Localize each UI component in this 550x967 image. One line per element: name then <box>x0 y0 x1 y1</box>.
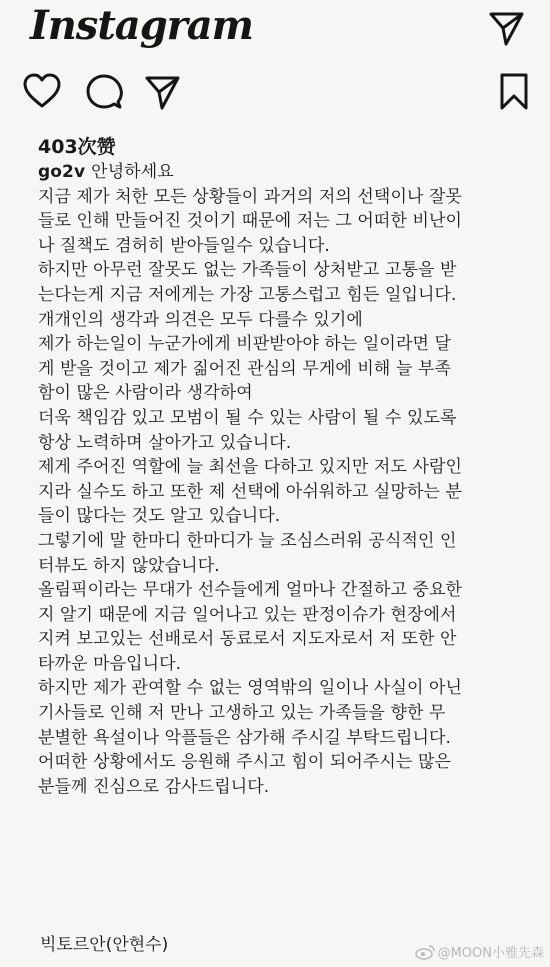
caption-line: 지금 제가 처한 모든 상황들이 과거의 저의 선택이나 잘못 <box>38 186 463 207</box>
post-caption <box>38 160 538 799</box>
caption-line: 함이 많은 사람이라 생각하여 <box>38 383 253 404</box>
username[interactable]: go2v <box>38 162 86 182</box>
caption-first-line <box>38 160 538 185</box>
paper-plane-icon[interactable] <box>484 6 528 50</box>
caption-line: 지 알기 때문에 지금 일어나고 있는 판정이슈가 현장에서 <box>38 604 457 625</box>
caption-line: 제게 주어진 역할에 늘 최선을 다하고 있지만 저도 사람인 <box>38 457 463 478</box>
caption-line: 더욱 책임감 있고 모범이 될 수 있는 사람이 될 수 있도록 <box>38 407 457 428</box>
caption-line: 올림픽이라는 무대가 선수들에게 얼마나 간절하고 중요한 <box>38 580 463 601</box>
comment-bubble-icon[interactable] <box>84 72 124 112</box>
caption-line: 제가 하는일이 누군가에게 비판받아야 하는 일이라면 달 <box>38 334 452 355</box>
caption-line: 나 질책도 겸허히 받아들일수 있습니다. <box>38 235 330 256</box>
heart-icon[interactable] <box>22 72 62 112</box>
post-action-bar <box>0 72 550 116</box>
caption-line: 기사들로 인해 저 만나 고생하고 있는 가족들을 향한 무 <box>38 703 446 724</box>
share-plane-icon[interactable] <box>142 72 182 112</box>
caption-line: 들로 인해 만들어진 것이기 때문에 저는 그 어떠한 비난이 <box>38 211 463 232</box>
caption-line: 지라 실수도 하고 또한 제 선택에 아쉬워하고 실망하는 분 <box>38 481 463 502</box>
caption-line: 들이 많다는 것도 알고 있습니다. <box>38 506 281 527</box>
caption-line: 그렇기에 말 한마디 한마디가 늘 조심스러워 공식적인 인 <box>38 530 457 551</box>
watermark-text: @MOON小雅先森 <box>437 946 544 961</box>
weibo-icon <box>415 944 435 960</box>
weibo-watermark <box>415 942 544 961</box>
caption-line: 하지만 아무런 잘못도 없는 가족들이 상처받고 고통을 받 <box>38 260 457 281</box>
caption-line: 지켜 보고있는 선배로서 동료로서 지도자로서 저 또한 안 <box>38 629 457 650</box>
caption-signature: 빅토르안(안현수) <box>40 935 169 955</box>
caption-line: 하지만 제가 관여할 수 없는 영역밖의 일이나 사실이 아닌 <box>38 678 463 699</box>
caption-line: 항상 노력하며 살아가고 있습니다. <box>38 432 292 453</box>
caption-line: 어떠한 상황에서도 응원해 주시고 힘이 되어주시는 많은 <box>38 752 452 773</box>
caption-line: 안녕하세요 <box>91 162 174 182</box>
caption-line: 게 받을 것이고 제가 짊어진 관심의 무게에 비해 늘 부족 <box>38 358 452 379</box>
caption-line: 분별한 욕설이나 악플들은 삼가해 주시길 부탁드립니다. <box>38 727 452 748</box>
like-count[interactable]: 403次赞 <box>38 136 116 158</box>
caption-line: 개개인의 생각과 의견은 모두 다를수 있기에 <box>38 309 363 330</box>
caption-line: 터뷰도 하지 않았습니다. <box>38 555 220 576</box>
bookmark-icon[interactable] <box>494 72 534 112</box>
caption-line: 는다는게 지금 저에게는 가장 고통스럽고 힘든 일입니다. <box>38 284 457 305</box>
instagram-logo[interactable]: Instagram <box>30 2 253 49</box>
caption-line: 타까운 마음입니다. <box>38 653 182 674</box>
top-bar <box>0 0 550 62</box>
caption-line: 분들께 진심으로 감사드립니다. <box>38 776 270 797</box>
